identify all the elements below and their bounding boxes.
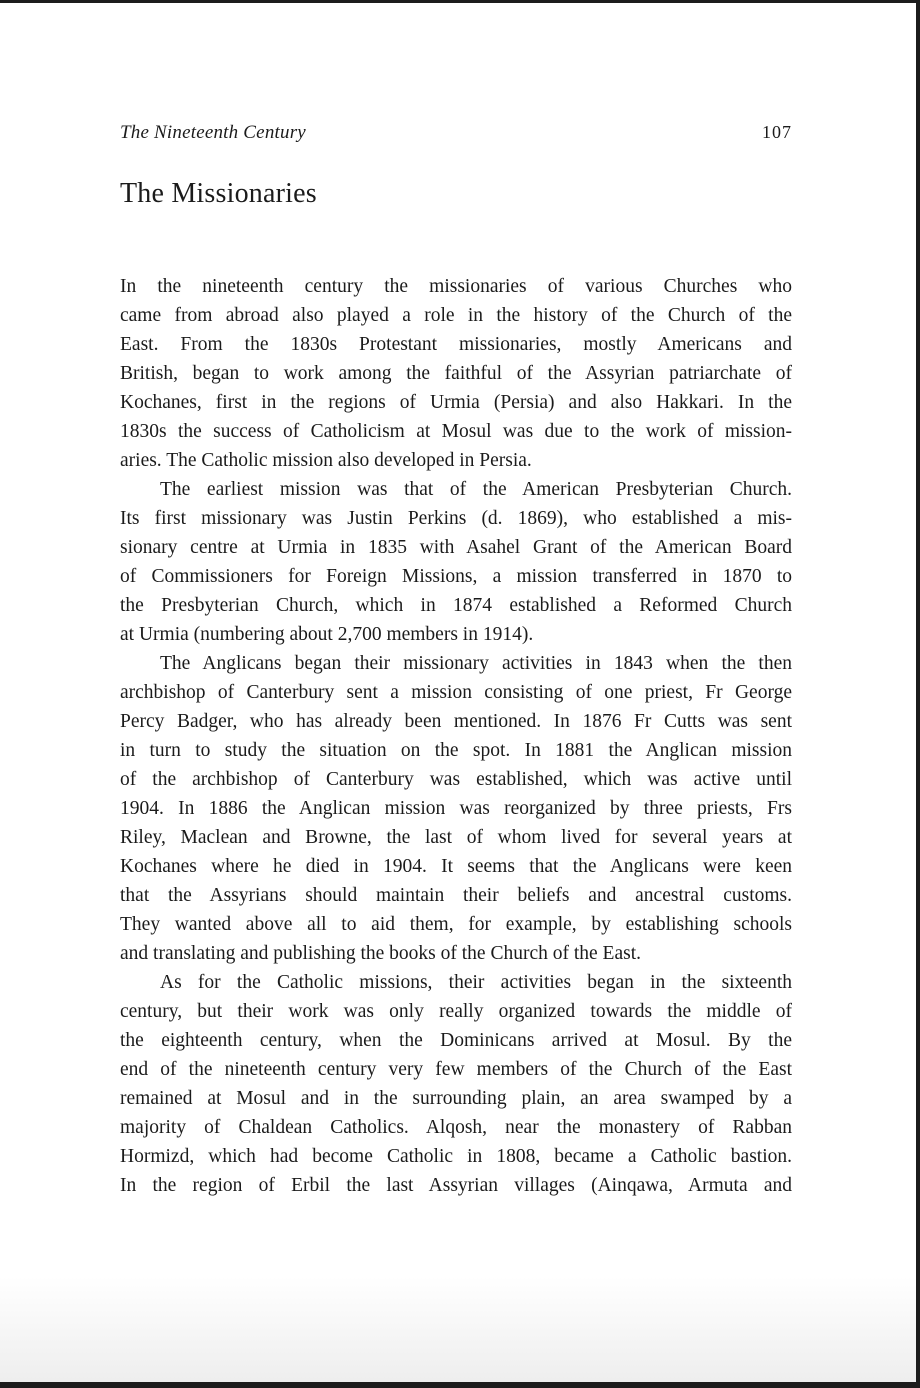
text-line: The earliest mission was that of the American Presbyterian Church. (160, 479, 792, 500)
text-line: remained at Mosul and in the surrounding plain, an area swamped by a (120, 1088, 792, 1109)
text-line: of the archbishop of Canterbury was established, which was active until (120, 769, 792, 790)
text-line: Percy Badger, who has already been mentioned. In 1876 Fr Cutts was sent (120, 711, 792, 732)
text-line: 1904. In 1886 the Anglican mission was reorganized by three priests, Frs (120, 798, 792, 819)
body-text (120, 272, 792, 1200)
text-line: Kochanes where he died in 1904. It seems that the Anglicans were keen (120, 856, 792, 877)
section-title: The Missionaries (120, 178, 317, 209)
text-line: of Commissioners for Foreign Missions, a mission transferred in 1870 to (120, 566, 792, 587)
text-line: and translating and publishing the books of the Church of the East. (120, 943, 641, 964)
text-line: majority of Chaldean Catholics. Alqosh, near the monastery of Rabban (120, 1117, 792, 1138)
text-line: archbishop of Canterbury sent a mission consisting of one priest, Fr George (120, 682, 792, 703)
text-line: the Presbyterian Church, which in 1874 established a Reformed Church (120, 595, 792, 616)
text-line: East. From the 1830s Protestant missionaries, mostly Americans and (120, 334, 792, 355)
page-number: 107 (762, 122, 792, 142)
text-line: the eighteenth century, when the Dominicans arrived at Mosul. By the (120, 1030, 792, 1051)
running-title: The Nineteenth Century (120, 122, 306, 143)
text-line: As for the Catholic missions, their activities began in the sixteenth (160, 972, 792, 993)
text-line: aries. The Catholic mission also developed in Persia. (120, 450, 532, 471)
text-line: Riley, Maclean and Browne, the last of whom lived for several years at (120, 827, 792, 848)
text-line: end of the nineteenth century very few members of the Church of the East (120, 1059, 792, 1080)
page-edge-top (0, 0, 920, 3)
text-line: In the region of Erbil the last Assyrian villages (Ainqawa, Armuta and (120, 1175, 792, 1196)
text-line: century, but their work was only really organized towards the middle of (120, 1001, 792, 1022)
text-line: Its first missionary was Justin Perkins (d. 1869), who established a mis- (120, 508, 792, 529)
text-line: 1830s the success of Catholicism at Mosul was due to the work of mission- (120, 421, 792, 442)
text-line: sionary centre at Urmia in 1835 with Asahel Grant of the American Board (120, 537, 792, 558)
page-edge-bottom (0, 1382, 920, 1388)
text-line: They wanted above all to aid them, for example, by establishing schools (120, 914, 792, 935)
text-line: at Urmia (numbering about 2,700 members in 1914). (120, 624, 534, 645)
text-line: In the nineteenth century the missionaries of various Churches who (120, 276, 792, 297)
text-line: The Anglicans began their missionary activities in 1843 when the then (160, 653, 792, 674)
text-line: British, began to work among the faithful of the Assyrian patriarchate of (120, 363, 792, 384)
text-line: in turn to study the situation on the spot. In 1881 the Anglican mission (120, 740, 792, 761)
text-line: Kochanes, first in the regions of Urmia (Persia) and also Hakkari. In the (120, 392, 792, 413)
page-edge-right (916, 0, 920, 1388)
text-line: Hormizd, which had become Catholic in 1808, became a Catholic bastion. (120, 1146, 792, 1167)
running-head (120, 122, 792, 144)
text-line: that the Assyrians should maintain their beliefs and ancestral customs. (120, 885, 792, 906)
text-line: came from abroad also played a role in the history of the Church of the (120, 305, 792, 326)
